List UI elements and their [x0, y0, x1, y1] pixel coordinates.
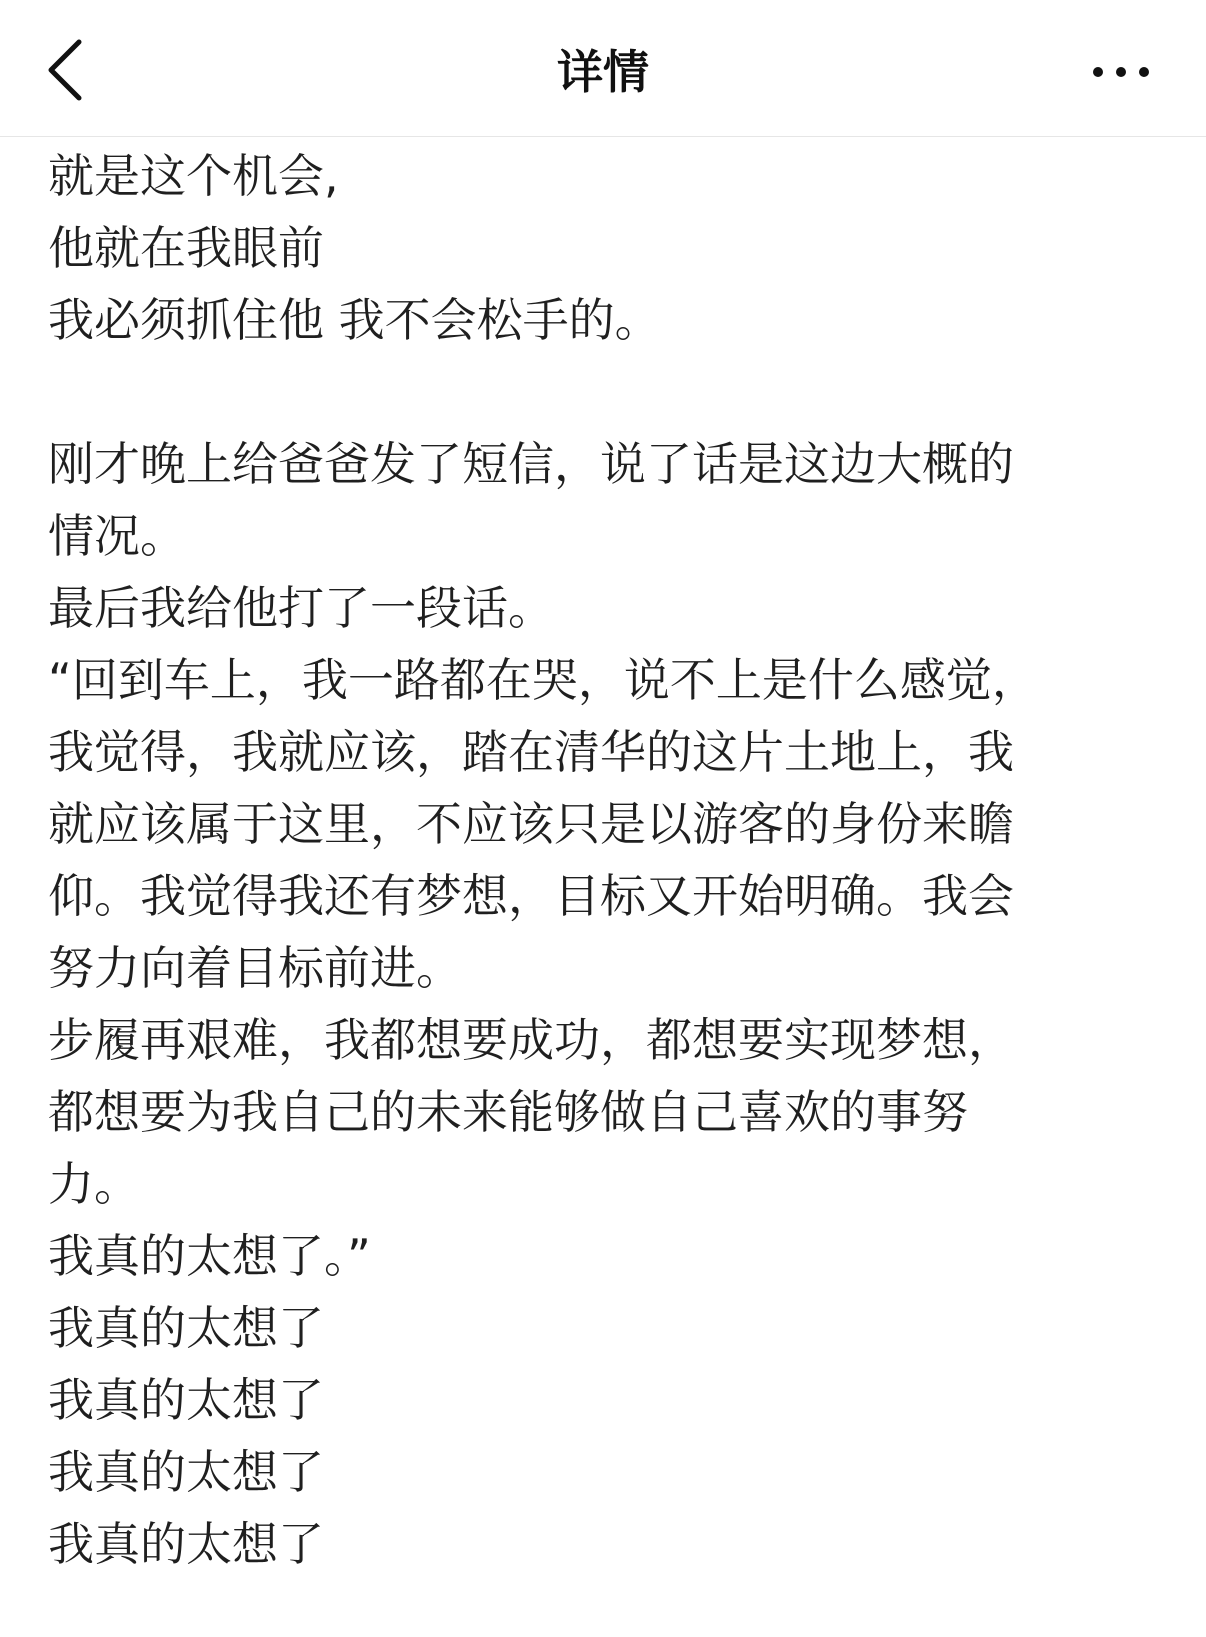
more-button[interactable]	[1076, 44, 1166, 100]
text-line: 最后我给他打了一段话。	[48, 581, 554, 635]
text-line: 努力向着目标前进。	[48, 941, 462, 995]
blank-line	[48, 356, 1168, 428]
page-title: 详情	[557, 45, 649, 99]
text-line: 就是这个机会,	[48, 149, 339, 203]
text-line: 力。	[48, 1157, 140, 1211]
text-line: 我真的太想了	[48, 1301, 324, 1355]
text-line: 我真的太想了	[48, 1517, 324, 1571]
text-line: 我真的太想了	[48, 1445, 324, 1499]
text-line: “回到车上，我一路都在哭，说不上是什么感觉，	[48, 653, 1038, 707]
text-line: 都想要为我自己的未来能够做自己喜欢的事努	[48, 1085, 968, 1139]
text-line: 他就在我眼前	[48, 221, 324, 275]
post-content	[48, 140, 1168, 1580]
text-line: 情况。	[48, 509, 186, 563]
more-horizontal-icon	[1091, 65, 1151, 79]
text-line: 就应该属于这里，不应该只是以游客的身份来瞻	[48, 797, 1014, 851]
text-line: 仰。我觉得我还有梦想，目标又开始明确。我会	[48, 869, 1014, 923]
text-line: 刚才晚上给爸爸发了短信，说了话是这边大概的	[48, 437, 1014, 491]
text-line: 我真的太想了	[48, 1373, 324, 1427]
nav-bar	[0, 0, 1206, 137]
text-line: 我觉得，我就应该，踏在清华的这片土地上，我	[48, 725, 1014, 779]
text-line: 我真的太想了。”	[48, 1229, 371, 1283]
text-line: 我必须抓住他 我不会松手的。	[48, 293, 661, 347]
text-line: 步履再艰难，我都想要成功，都想要实现梦想，	[48, 1013, 1014, 1067]
